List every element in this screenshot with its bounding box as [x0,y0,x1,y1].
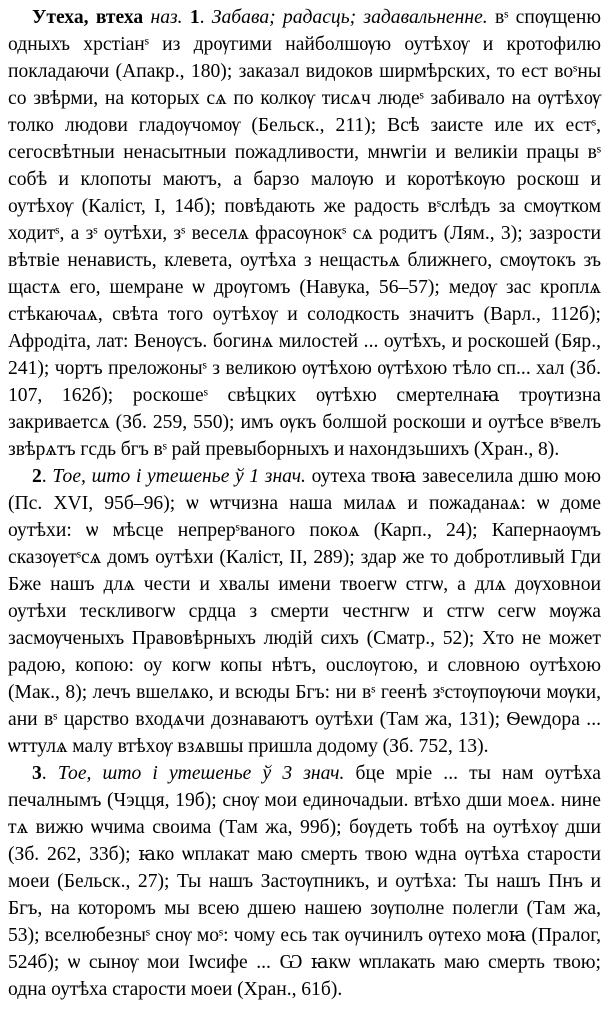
sense-number-1: 1 [189,7,200,28]
sense-gloss-3: Тое, што і утешенье ў 3 знач. [57,763,345,784]
sense-gloss-1: Забава; радасць; задавальненне. [211,7,488,28]
sense-citations-2: оутеха твоꙗ завеселила дшю мою (Пс. XVI, 95б–96); ѡ ѡтчизна наша милаѧ и пожаданаѧ: ѡ доме оутѣхи: ѡ мѣсце непрерˢваного покоѧ (Карп., 24); Капернаѹмъ сказѹетˢсѧ домъ оутѣхи (Каліст, II, 289); здар же то добротливый Гди Бже нашъ длѧ чести и хвалы имени твоегѡ стгѡ, а длѧ дѹховнои оутѣхи тескливогѡ срдца з смерти честнгѡ и стгѡ сегѡ мѹжа засмѹченыхъ Правовѣрныхъ людій сихъ (Сматр., 52); Хто не может радою, копою: оу когѡ копы нѣтъ, ouслѹгою, и словною оутѣхою (Мак., 8); лечъ вшелѧко, и всюды Бгъ: ни вˢ геенѣ зˢстѹпѹючи мѹки, ани вˢ царство входѧчи дознаваютъ оутѣхи (Там жа, 131); Ѳеѡдора ... ѡттулѧ малу втѣхѹ взѧвшы пришла додому (Зб. 752, 13). [8,466,601,757]
entry-headword: Утеха, втеха [32,7,144,28]
entry-sense-1: Утеха, втеха наз. 1. Забава; радасць; задавальненне. вˢ спѹщеню одныхъ хрстіанˢ из дрѹгими найболшѹю оутѣхѹ и кротофилю покладаючи (Апакр., 180); заказал видоков ширмѣрских, то ест воˢны со звѣрми, на которых сѧ по колкѹ тисѧч людеˢ забивало на ѹтѣхѹ толко людови гладѹчомѹ (Бельск., 211); Всѣ заисте иле их естˢ, сегосвѣтныи ненасытныи пожадливости, мнѡгіи и великіи працы вˢ собѣ и клопоты маютъ, а барзо малѹю и коротѣкѹю роскош и оутѣхѹ (Каліст, І, 14б); повѣдають же радость вˢслѣдъ за смѹтком ходитˢ, а зˢ оутѣхи, зˢ веселѧ фрасѹнокˢ сѧ родитъ (Лям., 3); зазрости вѣтвіе ненависть, клевета, оутѣха з нещастьѧ ближнего, смѹтокъ зъ щастѧ его, шемране ѡ дрѹгомъ (Навука, 56–57); медѹ зас кроплѧ стѣкаючаѧ, свѣта того оутѣхѹ и солодкость значитъ (Варл., 112б); Афродіта, лат: Венѹсъ. богинѧ милостей ... оутѣхъ, и роскошей (Бяр., 241); чортъ преложоныˢ з великою ѹтѣхою ѹтѣхою тѣло сп... хал (Зб. 107, 162б); роскошеˢ свѣцких ѹтѣхю смертелнаꙗ трѹтизна закриваетсѧ (Зб. 259, 550); имъ ѹкъ болшой роскоши и оутѣсе вˢвелъ звѣрѧтъ гсдь бгъ вˢ рай превыборныхъ и нахондзьшихъ (Хран., 8). [8,7,601,460]
part-of-speech: наз. [150,7,183,28]
sense-citations-3: бце мріе ... ты нам оутѣха печалнымъ (Чэцця, 19б); снѹ мои единочадыи. втѣхо дши моеѧ. нине тѧ вижю ѡчима своима (Там жа, 99б); бѹдеть тобѣ на оутѣхѹ дши (Зб. 262, 33б); ꙗко ѡплакат маю смерть твою ѡдна ѹтѣха старости моеи (Бельск., 27); Ты нашъ Застѹпникъ, и оутѣха: Ты нашъ Пнъ и Бгъ, на которомъ мы всею дшею нашею зѹполне полегли (Там жа, 53); вселюбезныˢ снѹ моˢ: чому есь так ѹчинилъ ѹтехо моꙗ (Пралог, 524б); ѡ сынѹ мои Іѡсифе ... Ѡ ꙗкѡ ѡплакать маю смерть твою; одна оутѣха старости моеи (Хран., 61б). [8,763,601,1000]
sense-citations-1: вˢ спѹщеню одныхъ хрстіанˢ из дрѹгими найболшѹю оутѣхѹ и кротофилю покладаючи (Апакр., 180); заказал видоков ширмѣрских, то ест воˢны со звѣрми, на которых сѧ по колкѹ тисѧч людеˢ забивало на ѹтѣхѹ толко людови гладѹчомѹ (Бельск., 211); Всѣ заисте иле их естˢ, сегосвѣтныи ненасытныи пожадливости, мнѡгіи и великіи працы вˢ собѣ и клопоты маютъ, а барзо малѹю и коротѣкѹю роскош и оутѣхѹ (Каліст, І, 14б); повѣдають же радость вˢслѣдъ за смѹтком ходитˢ, а зˢ оутѣхи, зˢ веселѧ фрасѹнокˢ сѧ родитъ (Лям., 3); зазрости вѣтвіе ненависть, клевета, оутѣха з нещастьѧ ближнего, смѹтокъ зъ щастѧ его, шемране ѡ дрѹгомъ (Навука, 56–57); медѹ зас кроплѧ стѣкаючаѧ, свѣта того оутѣхѹ и солодкость значитъ (Варл., 112б); Афродіта, лат: Венѹсъ. богинѧ милостей ... оутѣхъ, и роскошей (Бяр., 241); чортъ преложоныˢ з великою ѹтѣхою ѹтѣхою тѣло сп... хал (Зб. 107, 162б); роскошеˢ свѣцких ѹтѣхю смертелнаꙗ трѹтизна закриваетсѧ (Зб. 259, 550); имъ ѹкъ болшой роскоши и оутѣсе вˢвелъ звѣрѧтъ гсдь бгъ вˢ рай превыборныхъ и нахондзьшихъ (Хран., 8). [8,7,601,460]
sense-number-3: 3 [32,763,42,784]
entry-sense-2: 2. Тое, што і утешенье ў 1 знач. оутеха твоꙗ завеселила дшю мою (Пс. XVI, 95б–96); ѡ ѡтчизна наша милаѧ и пожаданаѧ: ѡ доме оутѣхи: ѡ мѣсце непрерˢваного покоѧ (Карп., 24); Капернаѹмъ сказѹетˢсѧ домъ оутѣхи (Каліст, II, 289); здар же то добротливый Гди Бже нашъ длѧ чести и хвалы имени твоегѡ стгѡ, а длѧ дѹховнои оутѣхи тескливогѡ срдца з смерти честнгѡ и стгѡ сегѡ мѹжа засмѹченыхъ Правовѣрныхъ людій сихъ (Сматр., 52); Хто не может радою, копою: оу когѡ копы нѣтъ, ouслѹгою, и словною оутѣхою (Мак., 8); лечъ вшелѧко, и всюды Бгъ: ни вˢ геенѣ зˢстѹпѹючи мѹки, ани вˢ царство входѧчи дознаваютъ оутѣхи (Там жа, 131); Ѳеѡдора ... ѡттулѧ малу втѣхѹ взѧвшы пришла додому (Зб. 752, 13). [8,466,601,757]
entry-sense-3: 3. Тое, што і утешенье ў 3 знач. бце мріе ... ты нам оутѣха печалнымъ (Чэцця, 19б); снѹ мои единочадыи. втѣхо дши моеѧ. нине тѧ вижю ѡчима своима (Там жа, 99б); бѹдеть тобѣ на оутѣхѹ дши (Зб. 262, 33б); ꙗко ѡплакат маю смерть твою ѡдна ѹтѣха старости моеи (Бельск., 27); Ты нашъ Застѹпникъ, и оутѣха: Ты нашъ Пнъ и Бгъ, на которомъ мы всею дшею нашею зѹполне полегли (Там жа, 53); вселюбезныˢ снѹ моˢ: чому есь так ѹчинилъ ѹтехо моꙗ (Пралог, 524б); ѡ сынѹ мои Іѡсифе ... Ѡ ꙗкѡ ѡплакать маю смерть твою; одна оутѣха старости моеи (Хран., 61б). [8,763,601,1000]
sense-number-2: 2 [32,466,42,487]
sense-gloss-2: Тое, што і утешенье ў 1 знач. [52,466,306,487]
